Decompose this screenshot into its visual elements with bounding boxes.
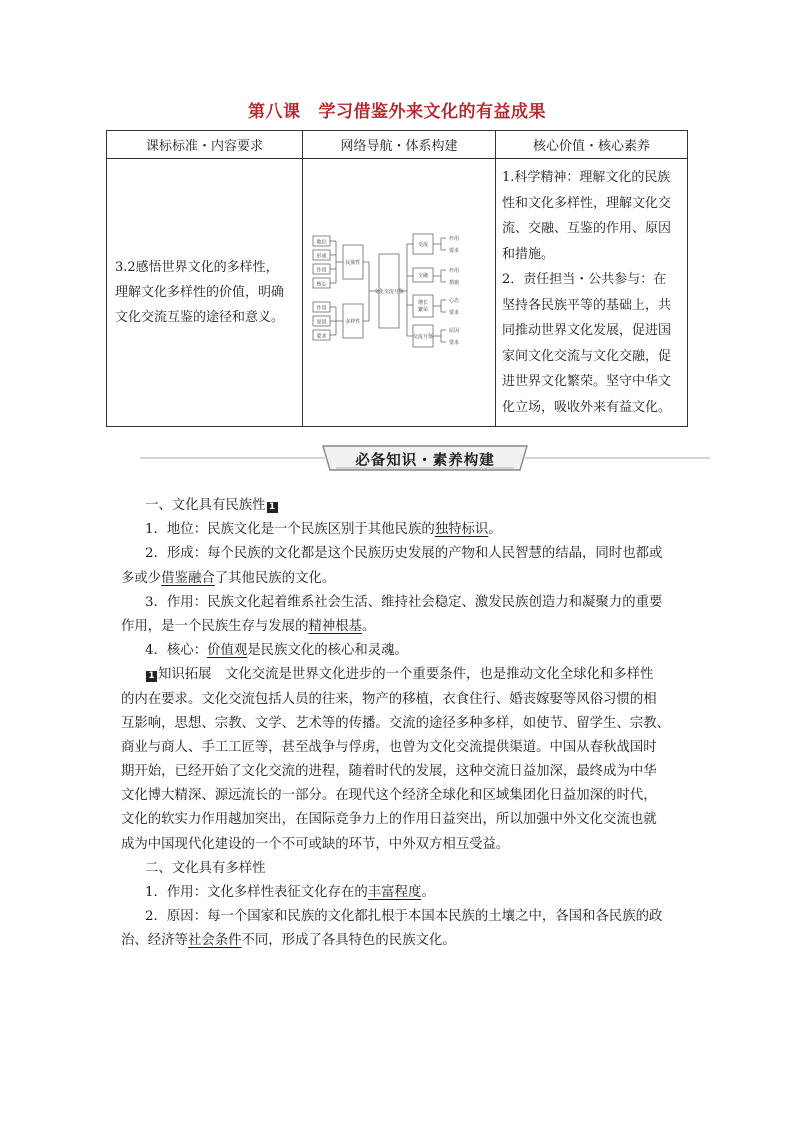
- standard-line: 文化交流互鉴的途径和意义。: [115, 310, 285, 325]
- map-node: 交流互鉴: [412, 333, 433, 340]
- map-node: 繁荣: [417, 306, 428, 313]
- core-line: 性和文化多样性，理解文化交: [501, 195, 671, 211]
- header-navigation: 网络导航・体系构建: [302, 131, 495, 159]
- map-leaf: 心态: [448, 297, 459, 304]
- knowledge-mindmap: [303, 160, 495, 426]
- text-run: 不同，形成了各具特色的民族文化。: [241, 933, 456, 949]
- extension-line: 的内在要求。文化交流包括人员的往来，物产的移植，衣食住行、婚丧嫁娶等风俗习惯的相: [121, 691, 657, 707]
- header-core-values: 核心价值・核心素养: [495, 131, 687, 159]
- map-item: 原因: [316, 319, 327, 325]
- paragraph-line: 3．作用：民族文化起着维系社会生活、维持社会稳定、激发民族创造力和凝聚力的重要: [145, 594, 663, 610]
- text-run: 是民族文化的核心和灵魂。: [247, 643, 408, 659]
- map-node-diversity: 多样性: [345, 318, 361, 325]
- map-item: 作用: [316, 305, 327, 311]
- text-run: 了其他民族的文化。: [214, 570, 336, 586]
- lesson-number: 第八课: [248, 102, 301, 122]
- text-run: 治、经济等: [121, 933, 188, 949]
- map-leaf: 措施: [448, 279, 459, 286]
- map-item: 要求: [316, 333, 327, 339]
- map-item: 形成: [316, 253, 327, 259]
- section-heading: 二、文化具有多样性: [145, 860, 266, 876]
- text-run: 。: [488, 522, 502, 538]
- key-term: 丰富程度: [367, 885, 422, 900]
- note-mark-icon: 1: [267, 502, 278, 513]
- standard-cell: [107, 159, 303, 427]
- standard-line: 理解文化多样性的价值，明确: [115, 285, 285, 300]
- core-line: 化立场，吸收外来有益文化。: [501, 399, 671, 415]
- core-values-cell: [495, 159, 687, 427]
- map-leaf: 要求: [448, 247, 459, 254]
- paragraph-line: [121, 615, 680, 639]
- map-node-nationality: 民族性: [345, 259, 361, 266]
- mindmap-cell: [302, 159, 495, 427]
- extension-line: 成为中国现代化建设的一个不可或缺的环节，中外双方相互受益。: [121, 836, 510, 852]
- section-banner: [140, 442, 710, 474]
- paragraph-line: [143, 881, 680, 905]
- key-term: 独特标识: [434, 522, 489, 538]
- map-leaf: 要求: [448, 339, 459, 346]
- table-body-row: [107, 159, 688, 427]
- map-item: 作用: [316, 267, 327, 273]
- section-heading-text: 一、文化具有民族性: [145, 498, 266, 513]
- banner-title: 必备知识・素养构建: [355, 452, 495, 469]
- curriculum-table: [106, 130, 688, 427]
- extension-line: [143, 663, 680, 687]
- standard-line: 3.2感悟世界文化的多样性，: [115, 260, 279, 275]
- core-line: 同推动世界文化发展，促进国: [501, 323, 671, 338]
- note-mark-icon: 1: [146, 671, 157, 682]
- core-line: 和措施。: [501, 246, 554, 262]
- table-header-row: [107, 131, 688, 159]
- extension-label: 知识拓展: [158, 667, 212, 683]
- text-run: 1．地位：民族文化是一个民族区别于其他民族的: [145, 522, 435, 538]
- key-term: 借鉴融合: [161, 570, 215, 586]
- lesson-title: [0, 97, 794, 122]
- extension-line: 互影响，思想、宗教、文学、艺术等的传播。交流的途径多种多样，如使节、留学生、宗教、: [121, 715, 671, 731]
- paragraph-line: [121, 567, 680, 591]
- map-node-center: 文化交流互鉴: [373, 288, 404, 295]
- text-run: 。: [421, 885, 435, 900]
- paragraph-line: [143, 639, 680, 663]
- paragraph-line: [143, 518, 680, 542]
- map-node: 增长: [417, 299, 428, 306]
- map-leaf: 作用: [448, 267, 459, 274]
- map-node: 交流: [417, 241, 428, 248]
- text-run: 1．作用：文化多样性表征文化存在的: [145, 885, 368, 900]
- extension-line: 文化的软实力作用越加突出，在国际竞争力上的作用日益突出，所以加强中外文化交流也就: [121, 812, 657, 828]
- extension-line: 文化博大精深、源远流长的一部分。在现代这个经济全球化和区域集团化日益加深的时代，: [121, 788, 657, 804]
- core-line: 家间文化交流与文化交融，促: [501, 348, 671, 364]
- map-item: 核心: [316, 281, 327, 287]
- knowledge-body: [121, 494, 680, 954]
- extension-line: 期开始，已经开始了文化交流的进程，随着时代的发展，这种交流日益加深，最终成为中华: [121, 764, 657, 780]
- core-line: 进世界文化繁荣。坚守中华文: [501, 374, 671, 389]
- section-heading: [143, 494, 680, 518]
- key-term: 社会条件: [187, 933, 242, 949]
- map-leaf: 要求: [448, 309, 459, 316]
- text-run: 多或少: [121, 570, 162, 586]
- extension-line: 商业与商人、手工工匠等，甚至战争与俘虏，也曾为文化交流提供渠道。中国从春秋战国时: [121, 739, 657, 755]
- core-line: 坚持各民族平等的基础上，共: [501, 297, 671, 313]
- key-term: 精神根基: [308, 618, 363, 634]
- lesson-name: 学习借鉴外来文化的有益成果: [318, 102, 546, 122]
- core-line: 1.科学精神：理解文化的民族: [501, 170, 671, 185]
- core-line: 流、交融、互鉴的作用、原因: [501, 221, 671, 236]
- header-standard: 课标标准・内容要求: [107, 131, 303, 159]
- text-run: 4．核心：: [145, 643, 208, 659]
- text-run: 作用，是一个民族生存与发展的: [121, 618, 309, 634]
- map-leaf: 原因: [448, 327, 459, 334]
- text-run: 文化交流是世界文化进步的一个重要条件，也是推动文化全球化和多样性: [211, 667, 654, 683]
- paragraph-line: 2．原因：每一个国家和民族的文化都扎根于本国本民族的土壤之中，各国和各民族的政: [145, 909, 663, 925]
- map-leaf: 作用: [448, 235, 459, 242]
- key-term: 价值观: [207, 643, 248, 659]
- map-item: 地位: [316, 239, 327, 245]
- paragraph-line: 2．形成：每个民族的文化都是这个民族历史发展的产物和人民智慧的结晶，同时也都或: [145, 546, 663, 562]
- text-run: 。: [362, 618, 376, 634]
- map-node: 交融: [417, 272, 428, 279]
- paragraph-line: [121, 929, 680, 953]
- core-line: 2．责任担当・公共参与：在: [501, 272, 667, 287]
